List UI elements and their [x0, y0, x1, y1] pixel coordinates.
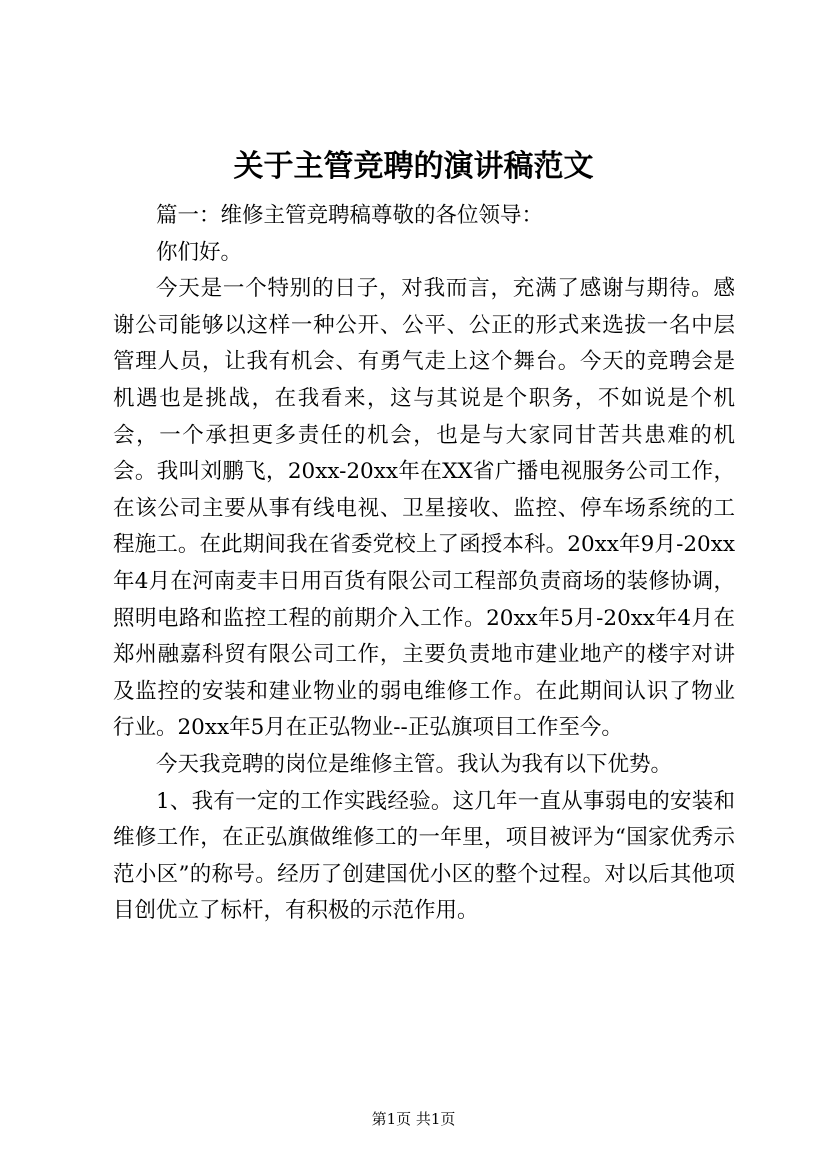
document-title: 关于主管竞聘的演讲稿范文: [233, 149, 594, 184]
paragraph: 你们好。: [156, 239, 243, 265]
paragraph: 今天是一个特别的日子，对我而言，充满了感谢与期待。感谢公司能够以这样一种公开、公平、公正的形式来选拔一名中层管理人员，让我有机会、有勇气走上这个舞台。今天的竞聘会是机遇也是挑战，在我看来，这与其说是个职务，不如说是个机会，一个承担更多责任的机会，也是与大家同甘苦共患难的机会。我叫刘鹏飞，20xx-20xx年在XX省广播电视服务公司工作，在该公司主要从事有线电视、卫星接收、监控、停车场系统的工程施工。在此期间我在省委党校上了函授本科。20xx年9月-20xx年4月在河南麦丰日用百货有限公司工程部负责商场的装修协调，照明电路和监控工程的前期介入工作。20xx年5月-20xx年4月在郑州融嘉科贸有限公司工作，主要负责地市建业地产的楼宇对讲及监控的安装和建业物业的弱电维修工作。在此期间认识了物业行业。20xx年5月在正弘物业--正弘旗项目工作至今。: [113, 276, 735, 741]
paragraph: 1、我有一定的工作实践经验。这几年一直从事弱电的安装和维修工作，在正弘旗做维修工的一年里，项目被评为“国家优秀示范小区”的称号。经历了创建国优小区的整个过程。对以后其他项目创优立了标杆，有积极的示范作用。: [113, 788, 735, 924]
paragraph: 今天我竞聘的岗位是维修主管。我认为我有以下优势。: [156, 751, 673, 777]
page-footer: 第1页 共1页: [371, 1110, 456, 1128]
paragraph: 篇一：维修主管竞聘稿尊敬的各位领导：: [156, 203, 544, 228]
document-body: [113, 198, 735, 930]
